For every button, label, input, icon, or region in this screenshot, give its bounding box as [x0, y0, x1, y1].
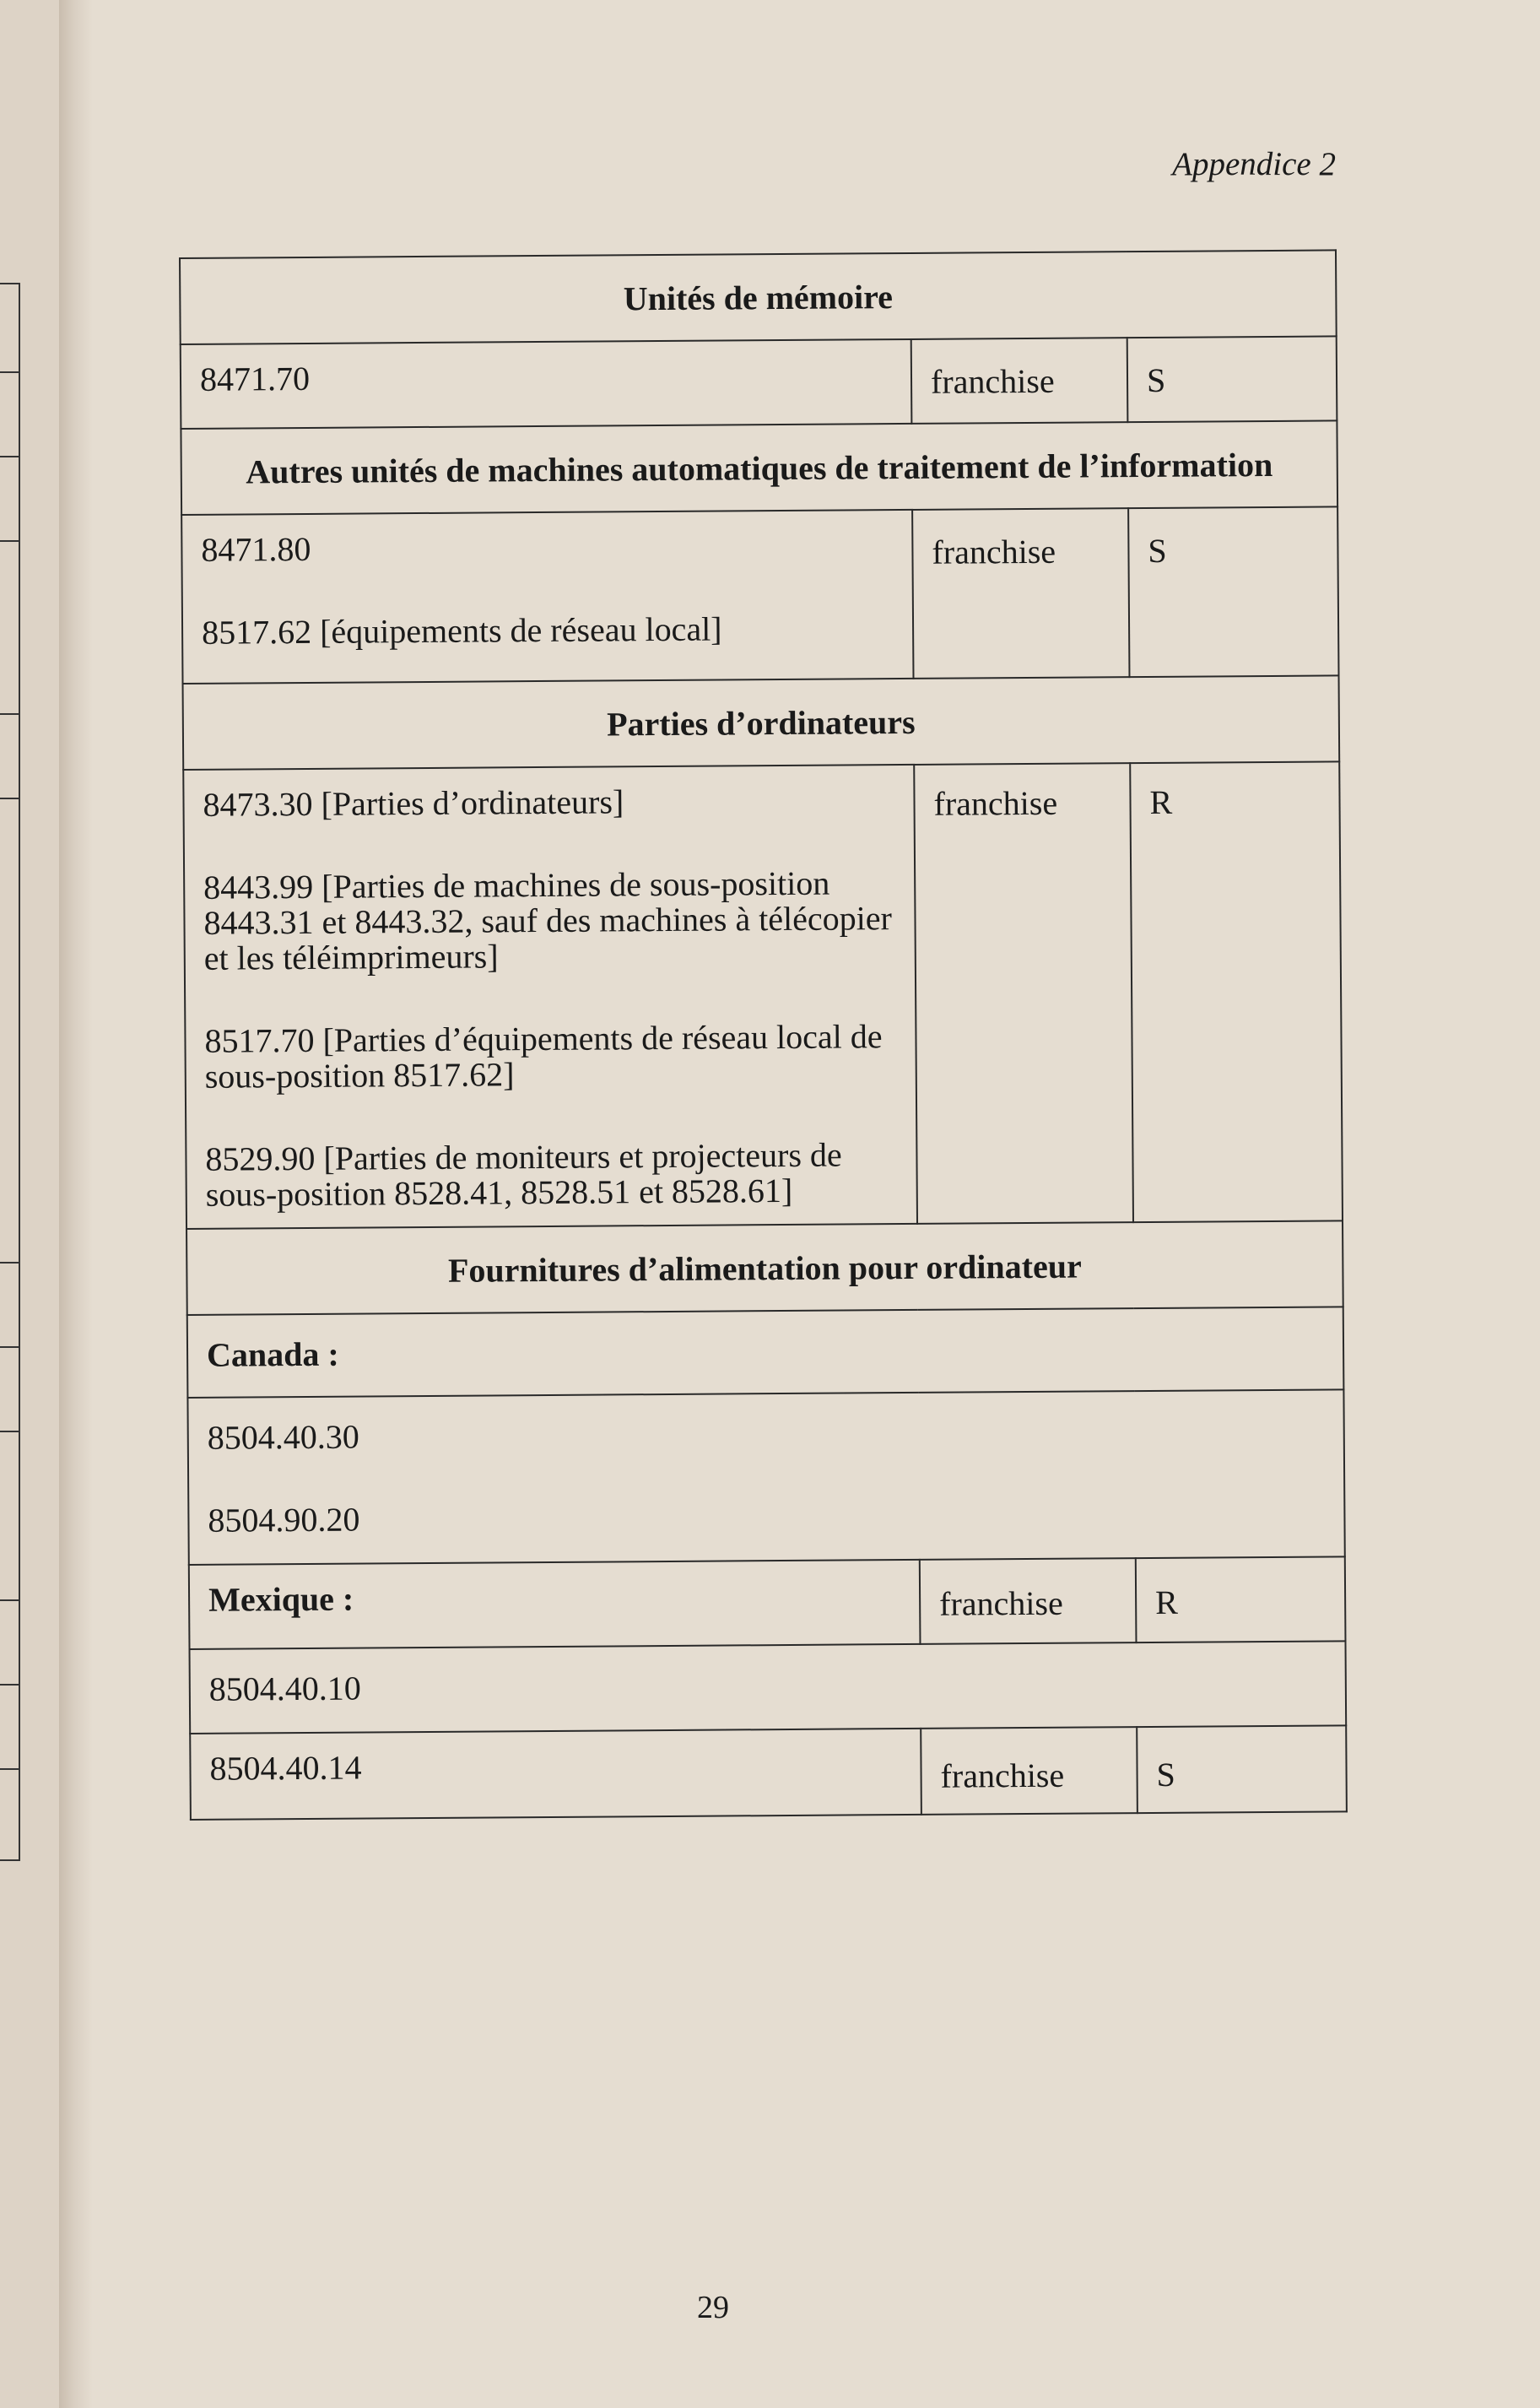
rate-cell: franchise	[920, 1558, 1137, 1644]
rate-cell: franchise	[911, 338, 1128, 424]
tariff-code: 8517.62 [équipements de réseau local]	[201, 609, 722, 652]
table-row	[180, 250, 1337, 344]
tariff-code: 8529.90 [Parties de moniteurs et projecteurs de sous-position 8528.41, 8528.51 et 8528.61]	[205, 1135, 842, 1214]
tariff-code-cell	[187, 1389, 1344, 1565]
rate-cell: franchise	[912, 508, 1129, 679]
table-row	[183, 761, 1343, 1229]
table-row	[181, 336, 1337, 429]
table-row	[181, 506, 1338, 684]
staging-cell: S	[1128, 506, 1338, 677]
table-row	[186, 1220, 1343, 1315]
staging-cell: R	[1136, 1556, 1346, 1642]
tariff-code: 8504.40.14	[209, 1748, 362, 1788]
tariff-table	[179, 249, 1348, 1821]
tariff-code: 8443.99 [Parties de machines de sous-position 8443.31 et 8443.32, sauf des machines à télécopier et les téléimprimeurs]	[203, 863, 892, 977]
table-row	[190, 1725, 1347, 1820]
rate-cell: franchise	[914, 763, 1133, 1224]
section-heading-other-units: Autres unités de machines automatiques de traitement de l’information	[181, 420, 1337, 515]
section-heading-power-supplies: Fournitures d’alimentation pour ordinateur	[186, 1220, 1343, 1315]
country-label-cell	[189, 1560, 921, 1649]
tariff-code-cell	[181, 510, 913, 684]
book-gutter	[59, 0, 93, 2408]
tariff-code: 8473.30 [Parties d’ordinateurs]	[203, 782, 624, 824]
table-row	[187, 1389, 1344, 1565]
tariff-code: 8504.90.20	[208, 1500, 360, 1539]
tariff-code-cell: 8471.70	[181, 339, 912, 429]
table-row	[189, 1556, 1346, 1649]
country-label-canada: Canada :	[206, 1334, 339, 1374]
rate-cell: franchise	[921, 1727, 1137, 1815]
table-row	[190, 1641, 1347, 1734]
table-row	[187, 1307, 1344, 1398]
facing-page-table-edge	[0, 283, 20, 1861]
tariff-code-cell	[190, 1729, 921, 1820]
tariff-code-cell	[190, 1641, 1347, 1734]
tariff-code: 8504.40.10	[208, 1669, 361, 1708]
section-heading-parts: Parties d’ordinateurs	[183, 675, 1340, 770]
country-label-cell	[187, 1307, 1344, 1398]
country-label-mexico: Mexique :	[208, 1579, 354, 1619]
staging-cell: S	[1137, 1725, 1347, 1813]
page-number: 29	[697, 2290, 729, 2325]
section-heading-memory: Unités de mémoire	[180, 250, 1337, 344]
tariff-code: 8471.80	[201, 529, 311, 569]
tariff-code-cell	[183, 765, 917, 1229]
tariff-code: 8517.70 [Parties d’équipements de réseau local de sous-position 8517.62]	[204, 1017, 883, 1096]
table-row	[181, 420, 1337, 515]
tariff-code: 8504.40.30	[207, 1417, 359, 1457]
staging-cell: S	[1127, 336, 1337, 422]
table-row	[183, 675, 1340, 770]
staging-cell: R	[1130, 761, 1343, 1222]
running-head: Appendice 2	[1172, 146, 1336, 182]
